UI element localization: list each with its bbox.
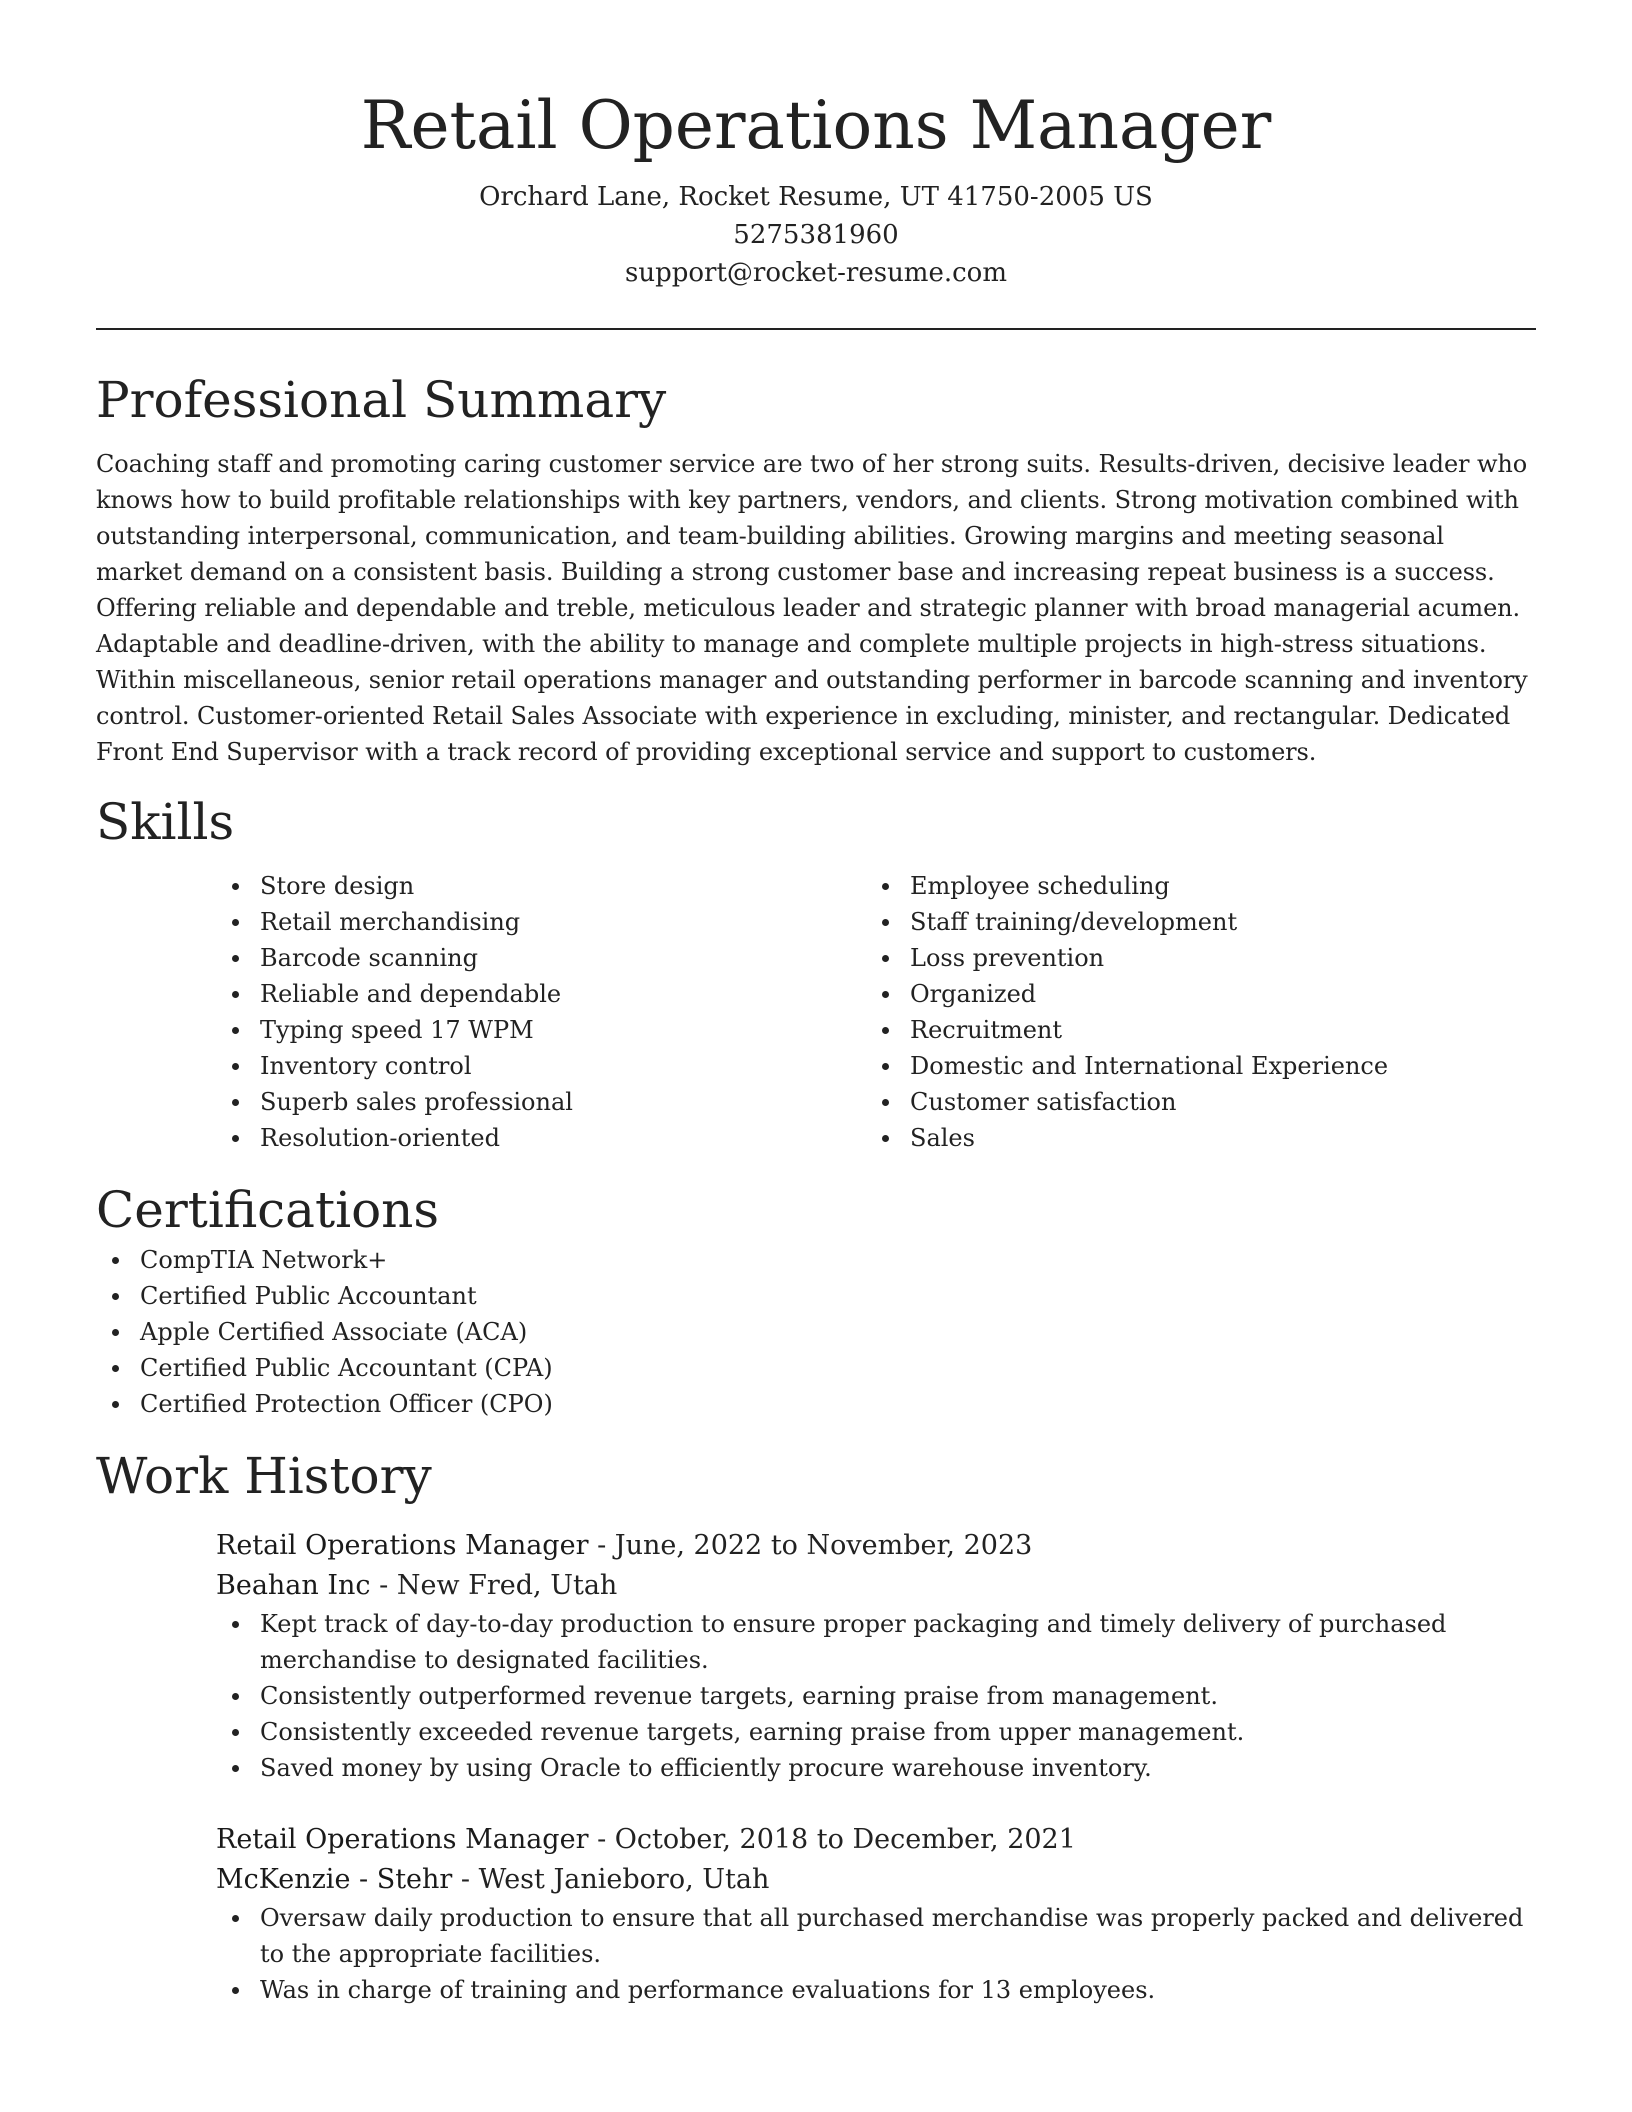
skills-list-left [216, 868, 866, 1156]
job-duty-item: Kept track of day-to-day production to ensure proper packaging and timely delivery of purchased merchandise to designated facilities. [260, 1606, 1536, 1678]
skill-item: Organized [910, 976, 1516, 1012]
skill-item: Loss prevention [910, 940, 1516, 976]
job-entry [216, 1526, 1536, 1786]
job-duty-item: Oversaw daily production to ensure that all purchased merchandise was properly packed and delivered to the appropriate facilities. [260, 1900, 1536, 1972]
skill-item: Reliable and dependable [260, 976, 866, 1012]
skill-item: Barcode scanning [260, 940, 866, 976]
job-entry [216, 1820, 1536, 2008]
skill-item: Customer satisfaction [910, 1084, 1516, 1120]
summary-section [96, 368, 1536, 770]
certifications-section [96, 1178, 1536, 1422]
skills-heading: Skills [96, 793, 235, 851]
job-duty-item: Consistently exceeded revenue targets, earning praise from upper management. [260, 1714, 1536, 1750]
job-separator: - [588, 1824, 615, 1855]
resume-page [96, 0, 1536, 2008]
job-duty-item: Saved money by using Oracle to efficiently procure warehouse inventory. [260, 1750, 1536, 1786]
skills-column-right [866, 868, 1516, 1156]
job-company-line [216, 1860, 1536, 1900]
job-separator: - [588, 1530, 615, 1561]
job-duty-item: Was in charge of training and performance evaluations for 13 employees. [260, 1972, 1536, 2008]
skills-column-left [216, 868, 866, 1156]
job-dates: October, 2018 to December, 2021 [614, 1824, 1076, 1855]
job-dates: June, 2022 to November, 2023 [614, 1530, 1033, 1561]
skill-item: Staff training/development [910, 904, 1516, 940]
certification-item: CompTIA Network+ [140, 1242, 1536, 1278]
skills-list-right [866, 868, 1516, 1156]
skills-section [96, 790, 1536, 1156]
contact-phone: 5275381960 [733, 220, 899, 250]
contact-email: support@rocket-resume.com [624, 258, 1007, 288]
certification-item: Certified Public Accountant [140, 1278, 1536, 1314]
job-company: McKenzie - Stehr [216, 1864, 453, 1895]
header-divider [96, 328, 1536, 330]
work-history-section [96, 1444, 1536, 2008]
candidate-title: Retail Operations Manager [360, 87, 1272, 164]
skill-item: Domestic and International Experience [910, 1048, 1516, 1084]
skill-item: Retail merchandising [260, 904, 866, 940]
skill-item: Recruitment [910, 1012, 1516, 1048]
job-duties-list [216, 1900, 1536, 2008]
certification-item: Apple Certified Associate (ACA) [140, 1314, 1536, 1350]
certification-item: Certified Protection Officer (CPO) [140, 1386, 1536, 1422]
skill-item: Inventory control [260, 1048, 866, 1084]
skill-item: Employee scheduling [910, 868, 1516, 904]
job-duties-list [216, 1606, 1536, 1786]
skill-item: Store design [260, 868, 866, 904]
certifications-heading: Certifications [96, 1181, 440, 1239]
certification-item: Certified Public Accountant (CPA) [140, 1350, 1536, 1386]
skill-item: Resolution-oriented [260, 1120, 866, 1156]
summary-heading: Professional Summary [96, 371, 667, 429]
job-duty-item: Consistently outperformed revenue targets, earning praise from management. [260, 1678, 1536, 1714]
job-role: Retail Operations Manager [216, 1824, 589, 1855]
resume-header [96, 0, 1536, 292]
job-separator: - [452, 1864, 479, 1895]
skill-item: Sales [910, 1120, 1516, 1156]
job-location: New Fred, Utah [396, 1570, 618, 1601]
job-location: West Janieboro, Utah [478, 1864, 770, 1895]
job-separator: - [370, 1570, 397, 1601]
certifications-list [96, 1242, 1536, 1422]
work-history-heading: Work History [96, 1447, 432, 1505]
job-title-line [216, 1820, 1536, 1860]
contact-address: Orchard Lane, Rocket Resume, UT 41750-2005 US [479, 182, 1153, 212]
job-title-line [216, 1526, 1536, 1566]
skills-columns [216, 868, 1536, 1156]
job-company: Beahan Inc [216, 1570, 371, 1601]
skill-item: Superb sales professional [260, 1084, 866, 1120]
summary-text: Coaching staff and promoting caring customer service are two of her strong suits. Results-driven, decisive leader who knows how to build profitable relationships with key partners, vendors, and clients. Strong motivation combined with outstanding interpersonal, communication, and team-building abilities. Growing margins and meeting seasonal market demand on a consistent basis. Building a strong customer base and increasing repeat business is a success. Offering reliable and dependable and treble, meticulous leader and strategic planner with broad managerial acumen. Adaptable and deadline-driven, with the ability to manage and complete multiple projects in high-stress situations. Within miscellaneous, senior retail operations manager and outstanding performer in barcode scanning and inventory control. Customer-oriented Retail Sales Associate with experience in excluding, minister, and rectangular. Dedicated Front End Supervisor with a track record of providing exceptional service and support to customers. [96, 450, 1528, 766]
job-role: Retail Operations Manager [216, 1530, 589, 1561]
job-company-line [216, 1566, 1536, 1606]
skill-item: Typing speed 17 WPM [260, 1012, 866, 1048]
